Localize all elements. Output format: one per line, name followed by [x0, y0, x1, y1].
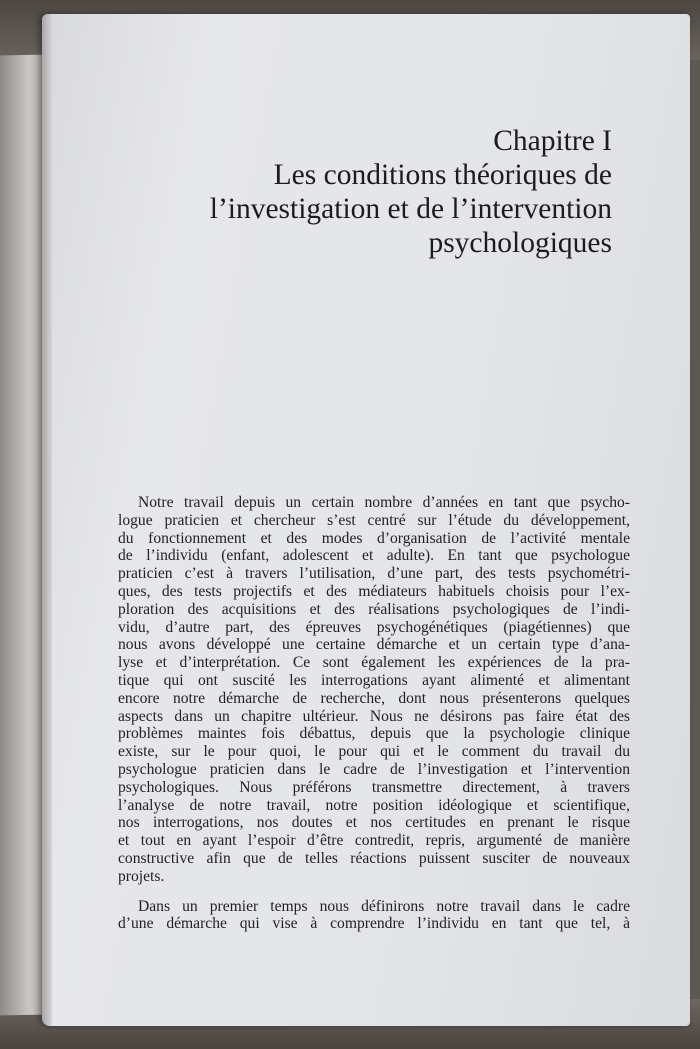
text-line: problèmes maintes fois débattus, depuis que la psychologie clinique — [118, 725, 630, 743]
text-line: constructive afin que de telles réactions puissent susciter de nouveaux — [118, 849, 630, 867]
chapter-number: Chapitre I — [493, 125, 612, 157]
chapter-title-line: psychologiques — [428, 227, 612, 259]
text-line: d’une démarche qui vise à comprendre l’individu en tant que tel, à — [118, 915, 630, 933]
text-line: projets. — [118, 867, 165, 885]
text-line: Notre travail depuis un certain nombre d’années en tant que psycho- — [138, 494, 630, 511]
text-line: encore notre démarche de recherche, dont nous présenterons quelques — [118, 689, 630, 707]
paragraph — [118, 898, 630, 934]
text-line: tique qui ont suscité les interrogations ayant alimenté et alimentant — [118, 671, 630, 689]
text-line: vidu, d’autre part, des épreuves psychogénétiques (piagétiennes) que — [118, 618, 630, 636]
text-line: existe, sur le pour quoi, le pour qui et le comment du travail du — [118, 743, 630, 761]
text-line: psychologue praticien dans le cadre de l’investigation et l’intervention — [118, 760, 630, 778]
text-line: psychologiques. Nous préférons transmettre directement, à travers — [118, 778, 630, 796]
text-line: l’analyse de notre travail, notre position idéologique et scientifique, — [118, 796, 630, 814]
text-line: praticien c’est à travers l’utilisation, d’une part, des tests psychométri- — [118, 565, 630, 583]
text-line: nous avons développé une certaine démarche et un certain type d’ana- — [118, 636, 630, 654]
chapter-title-line: l’investigation et de l’intervention — [209, 193, 612, 225]
page-gutter-shadow — [42, 14, 52, 1026]
text-line: du fonctionnement et des modes d’organisation de l’activité mentale — [118, 529, 630, 547]
text-line: lyse et d’interprétation. Ce sont également les expériences de la pra- — [118, 654, 630, 672]
text-line: et tout en ayant l’espoir d’être contredit, repris, argumenté de manière — [118, 832, 630, 850]
text-line: Dans un premier temps nous définirons notre travail dans le cadre — [138, 897, 630, 915]
text-line: aspects dans un chapitre ultérieur. Nous ne désirons pas faire état des — [118, 707, 630, 725]
text-line: de l’individu (enfant, adolescent et adulte). En tant que psychologue — [118, 547, 630, 565]
text-line: ques, des tests projectifs et des médiateurs habituels choisis pour l’ex- — [118, 582, 630, 600]
chapter-body-text — [118, 494, 630, 945]
left-page-edge — [0, 55, 48, 1016]
paragraph — [118, 494, 630, 886]
text-line: ploration des acquisitions et des réalisations psychologiques de l’indi- — [118, 600, 630, 618]
text-line: nos interrogations, nos doutes et nos certitudes en prenant le risque — [118, 814, 630, 832]
chapter-heading — [210, 124, 612, 260]
text-line: logue praticien et chercheur s’est centré sur l’étude du développement, — [118, 511, 630, 529]
chapter-title-line: Les conditions théoriques de — [273, 159, 612, 191]
